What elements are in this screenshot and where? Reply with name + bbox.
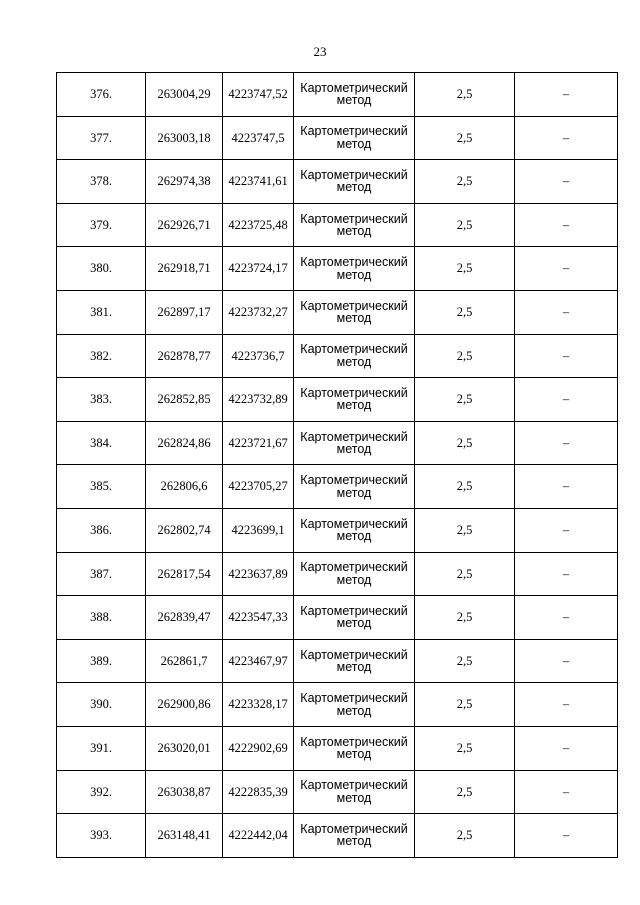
description-cell: – — [515, 596, 618, 640]
point-number-cell: 382. — [57, 334, 146, 378]
description-cell: – — [515, 683, 618, 727]
method-line-2: метод — [336, 398, 372, 413]
method-line-2: метод — [336, 703, 372, 718]
x-coordinate-cell: 262926,71 — [146, 203, 223, 247]
point-number-cell: 391. — [57, 726, 146, 770]
method-line-1: Картометрический — [300, 80, 408, 95]
y-coordinate-cell: 4223328,17 — [223, 683, 294, 727]
description-cell: – — [515, 334, 618, 378]
y-coordinate-cell: 4222442,04 — [223, 814, 294, 858]
point-number-cell: 379. — [57, 203, 146, 247]
point-number-cell: 377. — [57, 116, 146, 160]
y-coordinate-cell: 4223467,97 — [223, 639, 294, 683]
x-coordinate-cell: 262918,71 — [146, 247, 223, 291]
point-number-cell: 381. — [57, 290, 146, 334]
table-row — [57, 421, 618, 465]
x-coordinate-cell: 262897,17 — [146, 290, 223, 334]
x-coordinate-cell: 263020,01 — [146, 726, 223, 770]
point-number-cell: 390. — [57, 683, 146, 727]
method-cell — [294, 334, 415, 378]
accuracy-cell: 2,5 — [415, 116, 515, 160]
method-line-1: Картометрический — [300, 167, 408, 182]
method-cell — [294, 290, 415, 334]
method-cell — [294, 552, 415, 596]
description-cell: – — [515, 552, 618, 596]
table-row — [57, 247, 618, 291]
method-line-2: метод — [336, 93, 372, 108]
y-coordinate-cell: 4223705,27 — [223, 465, 294, 509]
description-cell: – — [515, 465, 618, 509]
method-line-1: Картометрический — [300, 734, 408, 749]
description-cell: – — [515, 73, 618, 117]
x-coordinate-cell: 262852,85 — [146, 378, 223, 422]
page-number: 23 — [313, 44, 327, 59]
method-cell — [294, 116, 415, 160]
method-line-1: Картометрический — [300, 821, 408, 836]
x-coordinate-cell: 262878,77 — [146, 334, 223, 378]
method-cell — [294, 465, 415, 509]
description-cell: – — [515, 290, 618, 334]
accuracy-cell: 2,5 — [415, 683, 515, 727]
y-coordinate-cell: 4223747,52 — [223, 73, 294, 117]
y-coordinate-cell: 4223747,5 — [223, 116, 294, 160]
point-number-cell: 392. — [57, 770, 146, 814]
method-line-2: метод — [336, 572, 372, 587]
accuracy-cell: 2,5 — [415, 378, 515, 422]
x-coordinate-cell: 262839,47 — [146, 596, 223, 640]
method-line-1: Картометрический — [300, 603, 408, 618]
point-number-cell: 385. — [57, 465, 146, 509]
point-number-cell: 380. — [57, 247, 146, 291]
method-line-2: метод — [336, 747, 372, 762]
accuracy-cell: 2,5 — [415, 726, 515, 770]
method-line-2: метод — [336, 660, 372, 675]
method-line-1: Картометрический — [300, 298, 408, 313]
x-coordinate-cell: 263038,87 — [146, 770, 223, 814]
method-line-2: метод — [336, 224, 372, 239]
method-line-2: метод — [336, 311, 372, 326]
accuracy-cell: 2,5 — [415, 73, 515, 117]
method-line-1: Картометрический — [300, 778, 408, 793]
method-line-2: метод — [336, 529, 372, 544]
y-coordinate-cell: 4223724,17 — [223, 247, 294, 291]
accuracy-cell: 2,5 — [415, 203, 515, 247]
coordinates-table — [56, 72, 618, 858]
description-cell: – — [515, 508, 618, 552]
accuracy-cell: 2,5 — [415, 465, 515, 509]
x-coordinate-cell: 262900,86 — [146, 683, 223, 727]
point-number-cell: 376. — [57, 73, 146, 117]
description-cell: – — [515, 116, 618, 160]
y-coordinate-cell: 4223699,1 — [223, 508, 294, 552]
x-coordinate-cell: 263003,18 — [146, 116, 223, 160]
method-line-1: Картометрический — [300, 255, 408, 270]
accuracy-cell: 2,5 — [415, 334, 515, 378]
y-coordinate-cell: 4223741,61 — [223, 160, 294, 204]
method-line-2: метод — [336, 485, 372, 500]
table-row — [57, 683, 618, 727]
method-line-1: Картометрический — [300, 516, 408, 531]
method-line-2: метод — [336, 442, 372, 457]
description-cell: – — [515, 770, 618, 814]
method-line-1: Картометрический — [300, 647, 408, 662]
description-cell: – — [515, 160, 618, 204]
description-cell: – — [515, 247, 618, 291]
description-cell: – — [515, 378, 618, 422]
x-coordinate-cell: 263148,41 — [146, 814, 223, 858]
x-coordinate-cell: 262861,7 — [146, 639, 223, 683]
table-row — [57, 203, 618, 247]
method-cell — [294, 378, 415, 422]
description-cell: – — [515, 421, 618, 465]
method-cell — [294, 814, 415, 858]
accuracy-cell: 2,5 — [415, 508, 515, 552]
y-coordinate-cell: 4222902,69 — [223, 726, 294, 770]
y-coordinate-cell: 4223732,27 — [223, 290, 294, 334]
accuracy-cell: 2,5 — [415, 552, 515, 596]
y-coordinate-cell: 4222835,39 — [223, 770, 294, 814]
table-row — [57, 508, 618, 552]
table-row — [57, 639, 618, 683]
description-cell: – — [515, 639, 618, 683]
method-cell — [294, 639, 415, 683]
point-number-cell: 383. — [57, 378, 146, 422]
table-row — [57, 116, 618, 160]
method-cell — [294, 421, 415, 465]
x-coordinate-cell: 262806,6 — [146, 465, 223, 509]
table-row — [57, 726, 618, 770]
table-row — [57, 160, 618, 204]
table-row — [57, 290, 618, 334]
method-line-1: Картометрический — [300, 342, 408, 357]
method-line-1: Картометрический — [300, 473, 408, 488]
method-cell — [294, 160, 415, 204]
y-coordinate-cell: 4223725,48 — [223, 203, 294, 247]
table-row — [57, 334, 618, 378]
method-line-2: метод — [336, 180, 372, 195]
accuracy-cell: 2,5 — [415, 770, 515, 814]
method-line-2: метод — [336, 616, 372, 631]
point-number-cell: 384. — [57, 421, 146, 465]
table-row — [57, 465, 618, 509]
method-line-2: метод — [336, 790, 372, 805]
table-row — [57, 770, 618, 814]
method-cell — [294, 247, 415, 291]
y-coordinate-cell: 4223721,67 — [223, 421, 294, 465]
method-line-1: Картометрический — [300, 211, 408, 226]
method-line-2: метод — [336, 267, 372, 282]
point-number-cell: 389. — [57, 639, 146, 683]
method-line-1: Картометрический — [300, 124, 408, 139]
method-line-1: Картометрический — [300, 560, 408, 575]
method-cell — [294, 203, 415, 247]
accuracy-cell: 2,5 — [415, 160, 515, 204]
accuracy-cell: 2,5 — [415, 421, 515, 465]
method-cell — [294, 73, 415, 117]
accuracy-cell: 2,5 — [415, 290, 515, 334]
method-line-2: метод — [336, 354, 372, 369]
accuracy-cell: 2,5 — [415, 814, 515, 858]
point-number-cell: 386. — [57, 508, 146, 552]
method-line-1: Картометрический — [300, 385, 408, 400]
table-row — [57, 378, 618, 422]
x-coordinate-cell: 262802,74 — [146, 508, 223, 552]
x-coordinate-cell: 262824,86 — [146, 421, 223, 465]
description-cell: – — [515, 203, 618, 247]
method-cell — [294, 683, 415, 727]
method-cell — [294, 508, 415, 552]
point-number-cell: 393. — [57, 814, 146, 858]
description-cell: – — [515, 814, 618, 858]
y-coordinate-cell: 4223547,33 — [223, 596, 294, 640]
y-coordinate-cell: 4223736,7 — [223, 334, 294, 378]
accuracy-cell: 2,5 — [415, 247, 515, 291]
y-coordinate-cell: 4223732,89 — [223, 378, 294, 422]
coordinates-table-body — [57, 73, 618, 858]
method-line-1: Картометрический — [300, 429, 408, 444]
accuracy-cell: 2,5 — [415, 596, 515, 640]
point-number-cell: 388. — [57, 596, 146, 640]
accuracy-cell: 2,5 — [415, 639, 515, 683]
description-cell: – — [515, 726, 618, 770]
table-row — [57, 73, 618, 117]
x-coordinate-cell: 262974,38 — [146, 160, 223, 204]
method-cell — [294, 770, 415, 814]
method-cell — [294, 726, 415, 770]
table-row — [57, 552, 618, 596]
point-number-cell: 387. — [57, 552, 146, 596]
table-row — [57, 814, 618, 858]
method-line-1: Картометрический — [300, 691, 408, 706]
method-cell — [294, 596, 415, 640]
method-line-2: метод — [336, 136, 372, 151]
x-coordinate-cell: 263004,29 — [146, 73, 223, 117]
x-coordinate-cell: 262817,54 — [146, 552, 223, 596]
point-number-cell: 378. — [57, 160, 146, 204]
method-line-2: метод — [336, 834, 372, 849]
y-coordinate-cell: 4223637,89 — [223, 552, 294, 596]
table-row — [57, 596, 618, 640]
